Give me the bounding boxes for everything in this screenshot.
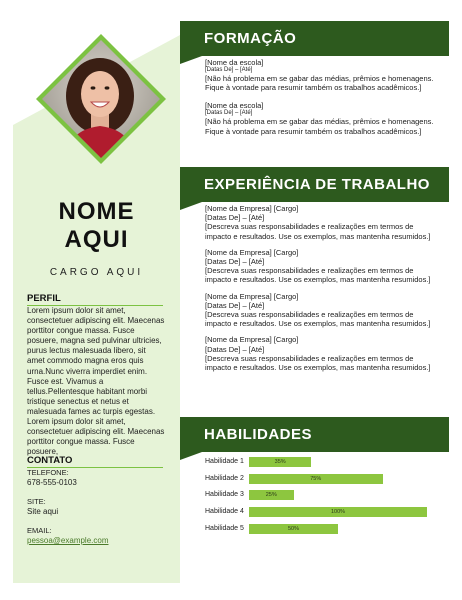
education-dates: [Datas De] – [Até]: [205, 67, 253, 73]
education-dates: [Datas De] – [Até]: [205, 110, 253, 117]
skill-row: [205, 489, 445, 501]
skill-percent: 35%: [274, 459, 286, 465]
skill-track: [249, 474, 427, 484]
experience-dates: [Datas De] – [Até]: [205, 257, 265, 267]
skill-label: Habilidade 1: [205, 458, 244, 465]
company-role: [Nome da Empresa] [Cargo]: [205, 204, 299, 213]
skill-label: Habilidade 2: [205, 475, 244, 482]
education-banner-tab: [180, 56, 202, 64]
experience-description: [Descreva suas responsabilidades e realizações em termos de impacto e resultados. Use os exemplos, mas mantenha resumidos.]: [205, 266, 431, 285]
skill-bar: [249, 474, 383, 484]
skill-row: [205, 506, 445, 518]
skill-row: [205, 473, 445, 485]
company-role: [Nome da Empresa] [Cargo]: [205, 291, 299, 301]
skill-label: Habilidade 3: [205, 491, 244, 498]
skill-bar: [249, 490, 294, 500]
education-item: [205, 58, 435, 92]
skill-row: [205, 456, 445, 468]
education-item: [205, 101, 435, 135]
skill-track: [249, 490, 427, 500]
education-list: [205, 58, 435, 136]
experience-dates: [Datas De] – [Até]: [205, 213, 265, 223]
site-label: SITE:: [27, 497, 46, 506]
experience-dates: [Datas De] – [Até]: [205, 300, 265, 310]
experience-item: [205, 292, 435, 329]
experience-dates: [Datas De] – [Até]: [205, 344, 265, 354]
skill-percent: 50%: [287, 526, 299, 532]
education-description: [Não há problema em se gabar das médias, prêmios e homenagens. Fique à vontade para resumir também os trabalhos acadêmicos.]: [205, 117, 434, 136]
skill-bar: [249, 524, 338, 534]
profile-text: Lorem ipsum dolor sit amet, consectetuer adipiscing elit. Maecenas porttitor congue massa. Fusce posuere, magna sed pulvinar ultricies, purus lectus malesuada libero, sit amet commodo magna eros quis urna.Nunc viverra imperdiet enim. Fusce est. Vivamus a tellus.Pellentesque habitant morbi tristique senectus et netus et malesuada fames ac turpis egestas. Lorem ipsum dolor sit amet, consectetuer adipiscing elit. Maecenas porttitor congue massa. Fusce posuere,: [27, 306, 165, 457]
skill-track: [249, 457, 427, 467]
company-role: [Nome da Empresa] [Cargo]: [205, 335, 299, 345]
contact-info: [27, 468, 167, 546]
email-label: EMAIL:: [27, 526, 52, 535]
profile-heading: PERFIL: [27, 293, 61, 304]
skills-banner-tab: [180, 452, 202, 460]
experience-item: [205, 335, 435, 372]
skills-banner: HABILIDADES: [180, 417, 449, 452]
name-line-2: AQUI: [64, 226, 129, 253]
skill-label: Habilidade 5: [205, 525, 244, 532]
school-name: [Nome da escola]: [205, 58, 264, 67]
experience-description: [Descreva suas responsabilidades e realizações em termos de impacto e resultados. Use os exemplos, mas mantenha resumidos.]: [205, 353, 431, 373]
skill-label: Habilidade 4: [205, 508, 244, 515]
skill-row: [205, 523, 445, 535]
job-title: CARGO AQUI: [49, 267, 144, 278]
skill-track: [249, 507, 427, 517]
experience-description: [Descreva suas responsabilidades e realizações em termos de impacto e resultados. Use os exemplos, mas mantenha resumidos.]: [205, 310, 431, 329]
skill-track: [249, 524, 427, 534]
education-description: [Não há problema em se gabar das médias, prêmios e homenagens. Fique à vontade para resumir também os trabalhos acadêmicos.]: [205, 74, 434, 93]
company-role: [Nome da Empresa] [Cargo]: [205, 247, 299, 257]
contact-heading: CONTATO: [27, 455, 73, 466]
name-line-1: NOME: [58, 198, 135, 225]
experience-item: [205, 204, 435, 241]
email-link[interactable]: pessoa@example.com: [27, 536, 109, 545]
experience-banner-tab: [180, 202, 202, 210]
skill-percent: 25%: [265, 492, 277, 498]
phone-label: TELEFONE:: [27, 468, 69, 477]
skill-percent: 75%: [310, 476, 322, 482]
experience-description: [Descreva suas responsabilidades e realizações em termos de impacto e resultados. Use os exemplos, mas mantenha resumidos.]: [205, 222, 431, 241]
experience-banner: EXPERIÊNCIA DE TRABALHO: [180, 167, 449, 202]
skill-bar: [249, 457, 311, 467]
education-banner: FORMAÇÃO: [180, 21, 449, 56]
experience-item: [205, 248, 435, 285]
skill-percent: 100%: [330, 509, 346, 515]
site-value: Site aqui: [27, 507, 59, 516]
profile-photo: [36, 34, 166, 164]
phone-value: 678-555-0103: [27, 478, 77, 487]
skill-bar: [249, 507, 427, 517]
person-name: [13, 198, 180, 254]
school-name: [Nome da escola]: [205, 101, 264, 111]
experience-list: [205, 204, 435, 372]
